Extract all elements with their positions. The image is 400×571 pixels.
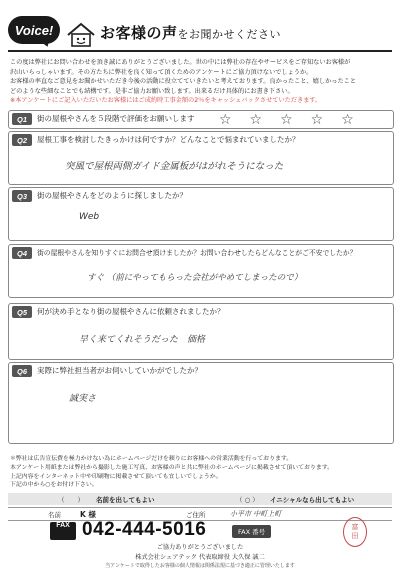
consent-name-label: 名前を出してもよい	[96, 496, 155, 504]
title-divider	[8, 50, 392, 52]
q6-badge: Q6	[12, 365, 32, 377]
voice-badge: Voice!	[8, 16, 60, 44]
consent-initial-checkbox[interactable]: （ ○ ）	[236, 496, 259, 504]
q4-badge: Q4	[12, 247, 32, 259]
footer-company: 株式会社シェアテック 代表取締役 大久保 誠二	[135, 554, 265, 561]
q2-badge: Q2	[12, 134, 32, 146]
page-title: お客様の声をお聞かせください	[100, 24, 282, 42]
question-4	[8, 244, 394, 298]
q2-text: 屋根工事を検討したきっかけは何ですか？どんなことで悩まれていましたか？	[37, 135, 300, 144]
question-5	[8, 303, 394, 360]
name-label: 名前	[48, 511, 61, 519]
q2-answer: 突風で屋根両側ガイド金属板がはがれそうになった	[65, 161, 284, 172]
question-3	[8, 187, 394, 241]
footer-thanks: ご協力ありがとうございました	[156, 544, 244, 551]
q5-badge: Q5	[12, 306, 32, 318]
consent-initial-label: イニシャルなら出してもよい	[270, 496, 355, 504]
q4-text: 街の屋根やさんを知りすぐにお問合せ頂けましたか？お問い合わせしたらどんなことがご不安でしたか？	[37, 249, 357, 257]
hanko-stamp: 富 田	[343, 517, 367, 547]
publication-notes: ＊弊社は広告宣伝費を極力かけない為にホームページだけを頼りにお客様への営業活動を行っております。 本アンケート用紙または弊社から撮影した施工写真、お客様の声と共に弊社のホームページに掲載させて頂いております。 上記内容をインターネット中や印刷物に掲載させて頂いても宜しいでしょうか。 下記の中から○をお付け下さい。	[10, 456, 334, 489]
house-icon	[66, 22, 96, 48]
q6-answer: 誠実さ	[69, 394, 97, 404]
question-6	[8, 362, 394, 444]
consent-name-checkbox[interactable]: （ ）	[58, 496, 84, 504]
q5-text: 何が決め手となり街の屋根やさんに依頼されましたか？	[37, 307, 225, 316]
intro-text: この度は弊社にお問い合わせを頂き誠にありがとうございました。世の中には弊社の存在やサービスをご存知ないお客様が 沢山いらっしゃいます。その方たちに弊社を良く知って頂くためのアンケートにご協力頂けないでしょうか。 お客様の率直なご意見をお聞かせいただき今後の活動に役立てていきたいと考えております。良かったこと、嬉しかったこと どのような些細なことでも結構です。是非ご協力お願い致します。出来るだけ具体的にお書き下さい。 ※本アンケートにご記入いただいたお客様にはご成約時工事金額の2％をキャッシュバックさせていただきます。	[10, 59, 357, 105]
footer-privacy: 当アンケートで取得したお客様の個人情報は関係法規に基づき適正に管理いたします	[105, 563, 295, 569]
q3-badge: Q3	[12, 190, 32, 202]
address-label: ご住所	[186, 511, 206, 519]
q1-text: 街の屋根やさんを５段階で評価をお願いします	[37, 114, 195, 123]
name-value[interactable]: K 様	[80, 510, 96, 519]
q1-badge: Q1	[12, 113, 32, 125]
q3-answer: Web	[79, 212, 100, 222]
rating-stars[interactable]: ☆☆☆☆☆	[219, 112, 372, 128]
q6-text: 実際に弊社担当者がお伺いしていかがでしたか？	[37, 366, 202, 375]
address-value[interactable]: 小平市 中町上町	[230, 510, 282, 518]
fax-label: FAX 番号	[232, 525, 271, 538]
fax-badge: FAX	[50, 522, 76, 540]
consent-row	[8, 493, 392, 505]
q4-answer: すぐ （前にやってもらった会社がやめてしまったので）	[87, 273, 303, 283]
question-1	[8, 110, 394, 129]
fax-number: 042-444-5016	[82, 519, 207, 540]
q3-text: 街の屋根やさんをどのように探しましたか？	[37, 191, 187, 200]
q5-answer: 早く来てくれそうだった 価格	[79, 335, 206, 345]
question-2	[8, 131, 394, 185]
